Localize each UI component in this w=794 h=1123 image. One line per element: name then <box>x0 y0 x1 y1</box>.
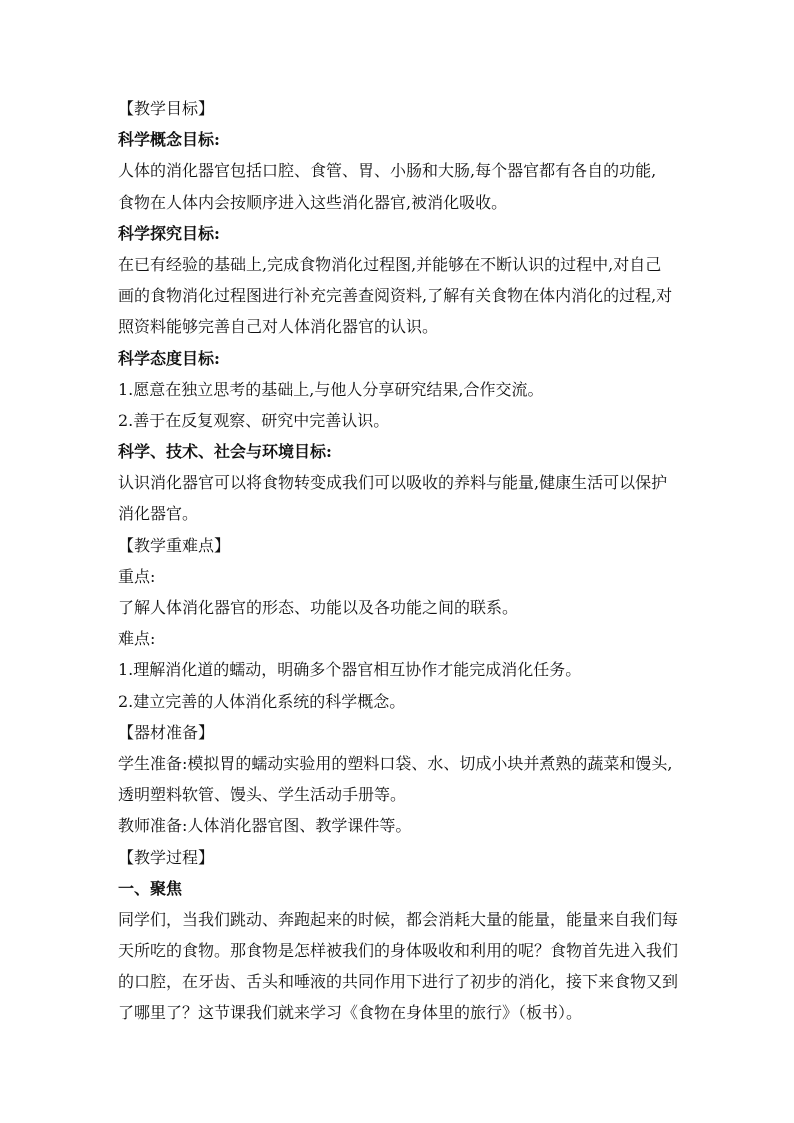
paragraph-line: 透明塑料软管、馒头、学生活动手册等。 <box>118 785 407 805</box>
subheading-stse-goal: 科学、技术、社会与环境目标: <box>118 442 332 462</box>
document-page <box>118 93 680 1029</box>
section-heading-objectives: 【教学目标】 <box>118 99 215 118</box>
paragraph-line: 的口腔，在牙齿、舌头和唾液的共同作用下进行了初步的消化，接下来食物又到 <box>118 972 679 992</box>
label-difficulty: 难点: <box>118 629 156 649</box>
paragraph-line: 了解人体消化器官的形态、功能以及各功能之间的联系。 <box>118 598 519 617</box>
paragraph-line: 食物在人体内会按顺序进入这些消化器官,被消化吸收。 <box>118 192 508 212</box>
paragraph-line: 画的食物消化过程图进行补充完善查阅资料,了解有关食物在体内消化的过程,对 <box>118 286 673 306</box>
paragraph-line: 学生准备:模拟胃的蠕动实验用的塑料口袋、水、切成小块并煮熟的蔬菜和馒头, <box>118 753 673 773</box>
paragraph-line: 同学们，当我们跳动、奔跑起来的时候，都会消耗大量的能量，能量来自我们每 <box>118 909 679 929</box>
section-heading-materials: 【器材准备】 <box>118 722 215 742</box>
list-item: 2.善于在反复观察、研究中完善认识。 <box>118 410 390 430</box>
paragraph-line: 人体的消化器官包括口腔、食管、胃、小肠和大肠,每个器官都有各自的功能, <box>118 161 657 181</box>
paragraph-line: 认识消化器官可以将食物转变成我们可以吸收的养料与能量,健康生活可以保护 <box>118 473 668 493</box>
subheading-focus: 一、聚焦 <box>118 878 183 898</box>
paragraph-line: 天所吃的食物。那食物是怎样被我们的身体吸收和利用的呢？食物首先进入我们 <box>118 941 679 961</box>
paragraph-line: 照资料能够完善自己对人体消化器官的认识。 <box>118 317 439 337</box>
list-item: 1.愿意在独立思考的基础上,与他人分享研究结果,合作交流。 <box>118 379 544 399</box>
paragraph-line: 教师准备:人体消化器官图、教学课件等。 <box>118 816 412 836</box>
subheading-concept-goal: 科学概念目标: <box>118 130 220 150</box>
subheading-attitude-goal: 科学态度目标: <box>118 348 220 368</box>
paragraph-line: 在已有经验的基础上,完成食物消化过程图,并能够在不断认识的过程中,对自己 <box>118 254 662 274</box>
section-heading-process: 【教学过程】 <box>118 847 215 867</box>
label-key-point: 重点: <box>118 566 156 586</box>
list-item: 1.理解消化道的蠕动，明确多个器官相互协作才能完成消化任务。 <box>118 660 582 680</box>
subheading-inquiry-goal: 科学探究目标: <box>118 223 220 243</box>
section-heading-key-points: 【教学重难点】 <box>118 535 231 555</box>
paragraph-line: 了哪里了？这节课我们就来学习《食物在身体里的旅行》（板书）。 <box>118 1003 583 1023</box>
paragraph-line: 消化器官。 <box>118 504 199 524</box>
list-item: 2.建立完善的人体消化系统的科学概念。 <box>118 691 406 711</box>
